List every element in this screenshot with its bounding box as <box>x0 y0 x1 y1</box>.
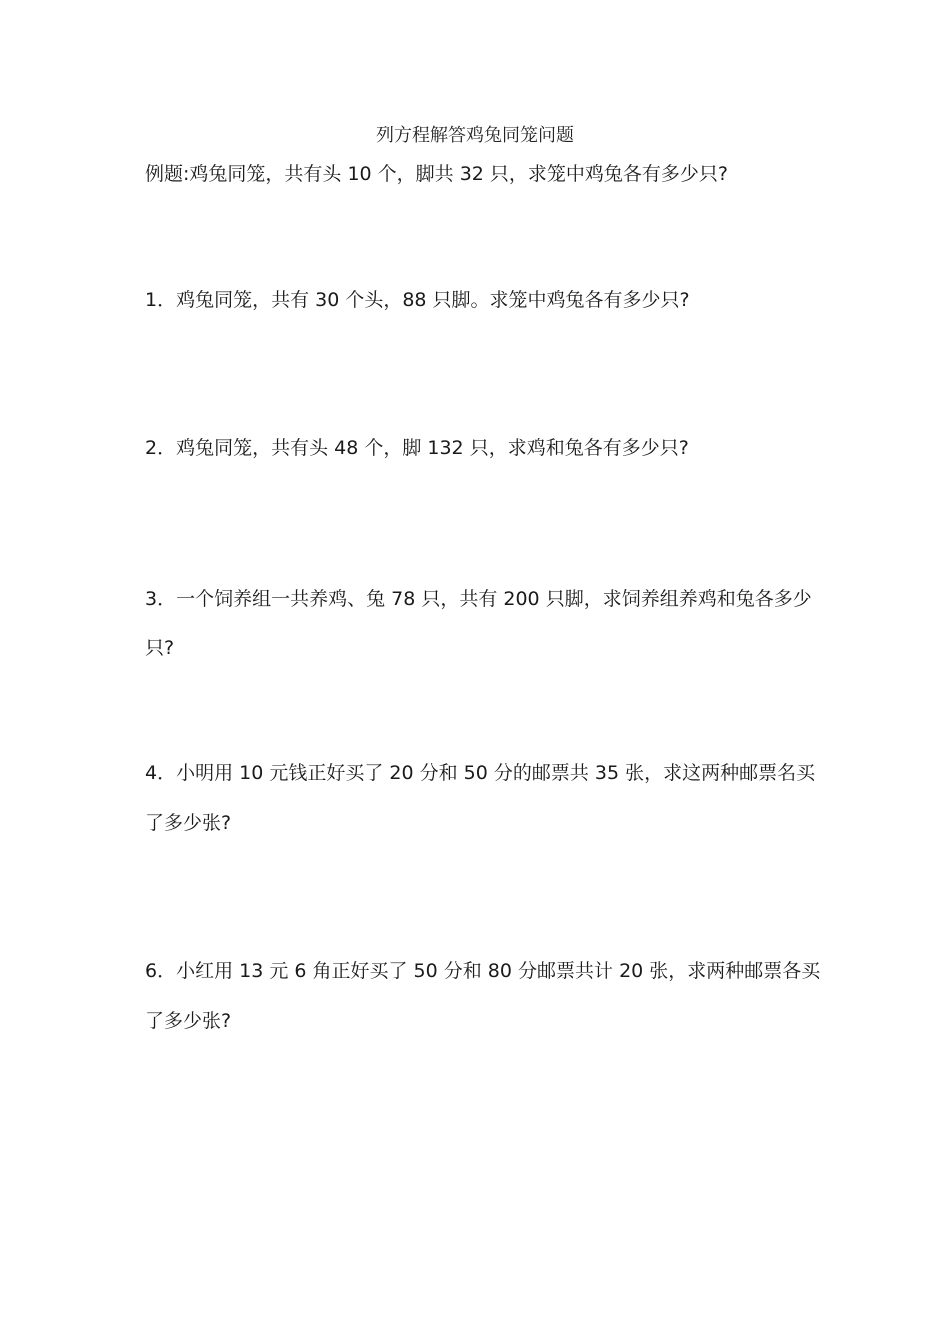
question-4-line-2: 了多少张? <box>145 812 232 834</box>
question-2-line-1: 2．鸡兔同笼，共有头 48 个，脚 132 只，求鸡和兔各有多少只? <box>145 437 689 459</box>
example-problem: 例题:鸡兔同笼，共有头 10 个，脚共 32 只，求笼中鸡兔各有多少只? <box>145 163 728 185</box>
document-title: 列方程解答鸡兔同笼问题 <box>376 125 574 146</box>
question-1-line-1: 1．鸡兔同笼，共有 30 个头，88 只脚。求笼中鸡兔各有多少只? <box>145 289 690 311</box>
question-3-line-1: 3．一个饲养组一共养鸡、兔 78 只，共有 200 只脚，求饲养组养鸡和兔各多少 <box>145 588 812 610</box>
question-4-line-1: 4．小明用 10 元钱正好买了 20 分和 50 分的邮票共 35 张，求这两种邮票名买 <box>145 762 816 784</box>
question-6-line-2: 了多少张? <box>145 1010 232 1032</box>
question-3-line-2: 只? <box>145 637 175 659</box>
question-6-line-1: 6．小红用 13 元 6 角正好买了 50 分和 80 分邮票共计 20 张，求两种邮票各买 <box>145 960 821 982</box>
